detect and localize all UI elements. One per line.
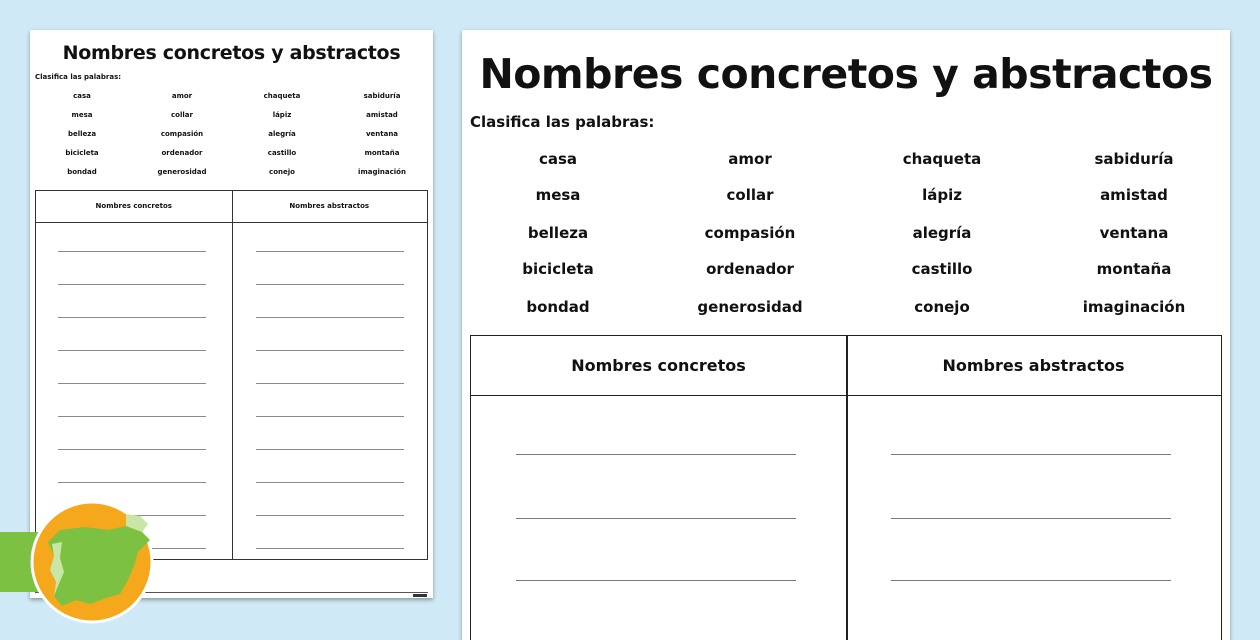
word-item: amistad (1100, 186, 1168, 204)
instruction-text: Clasifica las palabras: (35, 73, 122, 81)
word-item: ventana (365, 130, 399, 138)
word-item: chaqueta (263, 92, 301, 100)
word-item: bondad (526, 298, 590, 316)
header-concrete-nouns: Nombres concretos (571, 356, 746, 375)
word-item: mesa (71, 111, 93, 119)
word-item: conejo (914, 298, 970, 316)
word-item: generosidad (157, 168, 207, 176)
word-item: alegría (268, 130, 296, 138)
word-item: bicicleta (65, 149, 99, 157)
word-item: sabiduría (363, 92, 401, 100)
word-item: montaña (364, 149, 400, 157)
word-item: collar (726, 186, 774, 204)
writing-line (256, 350, 404, 351)
writing-line (256, 251, 404, 252)
word-item: conejo (269, 168, 295, 176)
word-item: lápiz (272, 111, 292, 119)
writing-line (256, 284, 404, 285)
word-item: collar (171, 111, 193, 119)
writing-line (256, 383, 404, 384)
column-divider (846, 336, 848, 640)
writing-line (58, 350, 206, 351)
word-item: amor (171, 92, 193, 100)
worksheet-main (462, 30, 1230, 640)
writing-line (516, 580, 796, 581)
word-item: ordenador (706, 260, 794, 278)
footer-mark (413, 594, 427, 597)
writing-line (256, 449, 404, 450)
word-item: ventana (1099, 224, 1169, 242)
word-item: belleza (527, 224, 589, 242)
word-item: casa (538, 150, 578, 168)
word-item: sabiduría (1094, 150, 1174, 168)
word-item: belleza (67, 130, 97, 138)
header-abstract-nouns: Nombres abstractos (942, 356, 1125, 375)
classification-table (470, 335, 1222, 640)
writing-line (58, 383, 206, 384)
word-item: amor (728, 150, 772, 168)
word-item: castillo (267, 149, 297, 157)
word-item: lápiz (922, 186, 962, 204)
writing-line (256, 515, 404, 516)
word-item: compasión (704, 224, 796, 242)
header-concrete-nouns: Nombres concretos (95, 202, 172, 210)
word-item: imaginación (358, 168, 406, 176)
writing-line (58, 482, 206, 483)
writing-line (58, 416, 206, 417)
word-item: mesa (535, 186, 581, 204)
word-item: montaña (1096, 260, 1172, 278)
word-item: bicicleta (522, 260, 594, 278)
writing-line (891, 518, 1171, 519)
column-divider (232, 191, 233, 559)
writing-line (516, 454, 796, 455)
spain-map-icon (30, 500, 154, 624)
writing-line (256, 482, 404, 483)
word-item: chaqueta (902, 150, 982, 168)
word-item: castillo (911, 260, 973, 278)
writing-line (256, 317, 404, 318)
header-abstract-nouns: Nombres abstractos (289, 202, 370, 210)
word-item: bondad (67, 168, 97, 176)
writing-line (256, 548, 404, 549)
writing-line (58, 317, 206, 318)
writing-line (58, 449, 206, 450)
writing-line (891, 580, 1171, 581)
writing-line (58, 251, 206, 252)
word-item: amistad (366, 111, 398, 119)
word-item: compasión (160, 130, 204, 138)
writing-line (891, 454, 1171, 455)
word-item: generosidad (697, 298, 803, 316)
worksheet-title: Nombres concretos y abstractos (62, 42, 401, 64)
word-item: alegría (912, 224, 972, 242)
word-item: ordenador (161, 149, 203, 157)
writing-line (256, 416, 404, 417)
word-item: imaginación (1082, 298, 1186, 316)
instruction-text: Clasifica las palabras: (470, 113, 655, 131)
worksheet-title: Nombres concretos y abstractos (479, 50, 1213, 98)
writing-line (516, 518, 796, 519)
writing-line (58, 284, 206, 285)
word-item: casa (73, 92, 91, 100)
